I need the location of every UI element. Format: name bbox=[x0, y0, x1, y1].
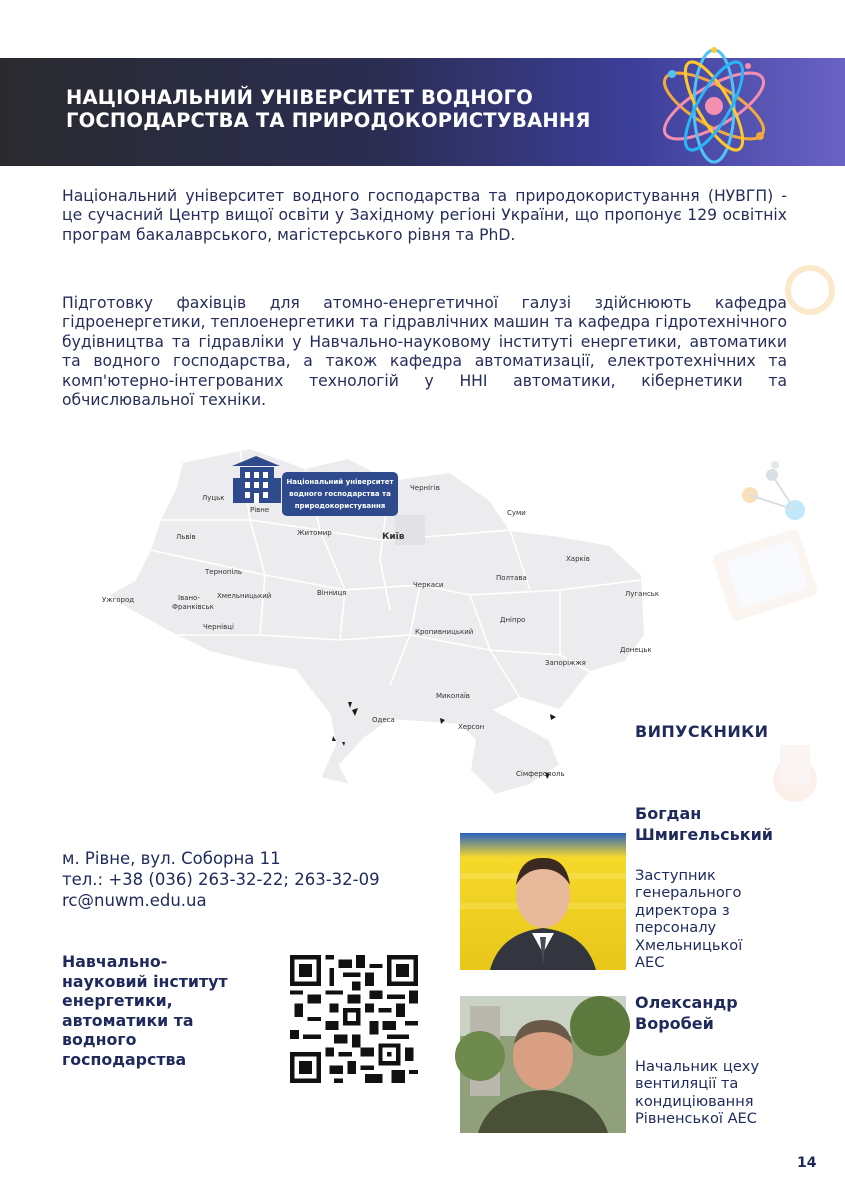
graduate-2-first-name: Олександр bbox=[635, 993, 738, 1012]
qr-code[interactable] bbox=[290, 955, 418, 1083]
contact-email[interactable]: rc@nuwm.edu.ua bbox=[62, 891, 207, 910]
contact-block bbox=[62, 848, 380, 911]
city-label-uzhhorod: Ужгород bbox=[102, 596, 135, 604]
page-title bbox=[66, 86, 626, 132]
intro-paragraph-1: Національний університет водного господарства та природокористування (НУВГП) - це сучасний Центр вищої освіти у Західному регіоні України, що пропонує 129 освітніх програм бакалаврського, магістерського рівня та PhD. bbox=[62, 187, 787, 244]
city-label-ternopil: Тернопіль bbox=[205, 568, 243, 576]
title-line-1: НАЦІОНАЛЬНИЙ УНІВЕРСИТЕТ ВОДНОГО bbox=[66, 86, 534, 109]
graduate-2-name bbox=[635, 992, 738, 1034]
city-label-cherkasy: Черкаси bbox=[413, 581, 444, 589]
institute-name-line: Навчально- bbox=[62, 952, 168, 971]
city-label-dnipro: Дніпро bbox=[500, 616, 526, 624]
atom-icon bbox=[648, 36, 780, 176]
city-label-vinnytsia: Вінниця bbox=[317, 589, 347, 597]
city-label-poltava: Полтава bbox=[496, 574, 527, 582]
city-label-sumy: Суми bbox=[507, 509, 526, 517]
city-label-simferopol: Сімферополь bbox=[516, 770, 565, 778]
city-label-odesa: Одеса bbox=[372, 716, 395, 724]
callout-line-3: природокористування bbox=[294, 502, 386, 510]
graduate-1-photo bbox=[460, 833, 626, 970]
graduate-1-role-line: директора з bbox=[635, 901, 730, 919]
city-label-khmelnytskyi: Хмельницький bbox=[217, 592, 272, 600]
graduate-2-role-line: вентиляції та bbox=[635, 1075, 739, 1093]
graduate-1-role-line: Заступник bbox=[635, 867, 716, 884]
city-label-lutsk: Луцьк bbox=[202, 494, 225, 502]
graduate-1-last-name: Шмигельський bbox=[635, 825, 773, 844]
graduate-2-last-name: Воробей bbox=[635, 1014, 714, 1033]
page-number: 14 bbox=[797, 1155, 817, 1171]
city-label-kharkiv: Харків bbox=[566, 555, 590, 563]
graduate-2-role-line: кондиціювання bbox=[635, 1092, 754, 1110]
city-label-ivano-frankivsk: Івано- bbox=[178, 594, 200, 602]
graduate-1-role bbox=[635, 867, 742, 971]
city-label-lviv: Львів bbox=[176, 533, 196, 541]
graduate-1-first-name: Богдан bbox=[635, 804, 702, 823]
city-label-zhytomyr: Житомир bbox=[297, 529, 332, 537]
city-label-mykolaiv: Миколаїв bbox=[436, 692, 470, 700]
city-label-ivano-frankivsk-2: Франківськ bbox=[172, 603, 214, 611]
callout-line-2: водного господарства та bbox=[289, 490, 391, 498]
city-label-chernihiv: Чернігів bbox=[410, 484, 440, 492]
decorative-molecule-icon bbox=[700, 250, 845, 830]
university-callout bbox=[282, 472, 398, 516]
graduate-1-name bbox=[635, 803, 773, 845]
institute-name bbox=[62, 952, 262, 1070]
contact-phone[interactable]: тел.: +38 (036) 263-32-22; 263-32-09 bbox=[62, 870, 380, 889]
city-label-luhansk: Луганськ bbox=[625, 590, 660, 598]
graduate-1-role-line: генерального bbox=[635, 884, 742, 902]
institute-name-line: автоматики та bbox=[62, 1010, 194, 1030]
graduate-1-role-line: Хмельницької bbox=[635, 936, 743, 954]
graduate-1-role-line: персоналу bbox=[635, 919, 717, 937]
intro-paragraph-2: Підготовку фахівців для атомно-енергетичної галузі здійснюють кафедра гідроенергетики, теплоенергетики та гідравлічних машин та кафедра гідротехнічного будівництва та гідравліки у Навчально-науковому інституті енергетики, автоматики та водного господарства, а також кафедра автоматизації, електротехнічних та комп'ютерно-інтегрованих технологій у ННІ автоматики, кібернетики та обчислювальної техніки. bbox=[62, 294, 787, 410]
city-label-kherson: Херсон bbox=[458, 723, 485, 731]
graduate-2-role-line: Начальник цеху bbox=[635, 1058, 760, 1075]
callout-line-1: Національний університет bbox=[286, 478, 394, 486]
city-label-donetsk: Донецьк bbox=[620, 646, 652, 654]
city-label-kropyvnytskyi: Кропивницький bbox=[415, 628, 474, 636]
city-label-zaporizhzhia: Запоріжжя bbox=[545, 659, 586, 667]
contact-address: м. Рівне, вул. Соборна 11 bbox=[62, 849, 281, 868]
institute-name-line: водного bbox=[62, 1030, 137, 1050]
graduate-1-role-line: АЕС bbox=[635, 954, 665, 972]
institute-name-line: енергетики, bbox=[62, 991, 173, 1011]
city-label-rivne: Рівне bbox=[250, 506, 270, 514]
graduate-2-role-line: Рівненської АЕС bbox=[635, 1110, 757, 1128]
city-label-kyiv: Київ bbox=[382, 532, 405, 542]
city-label-chernivtsi: Чернівці bbox=[203, 623, 234, 631]
graduate-2-role bbox=[635, 1058, 759, 1128]
graduates-section-title: ВИПУСКНИКИ bbox=[635, 722, 769, 741]
institute-name-line: господарства bbox=[62, 1049, 187, 1069]
ukraine-map bbox=[90, 440, 660, 830]
graduate-2-photo bbox=[460, 996, 626, 1133]
title-line-2: ГОСПОДАРСТВА ТА ПРИРОДОКОРИСТУВАННЯ bbox=[66, 109, 591, 132]
institute-name-line: науковий інститут bbox=[62, 971, 228, 991]
